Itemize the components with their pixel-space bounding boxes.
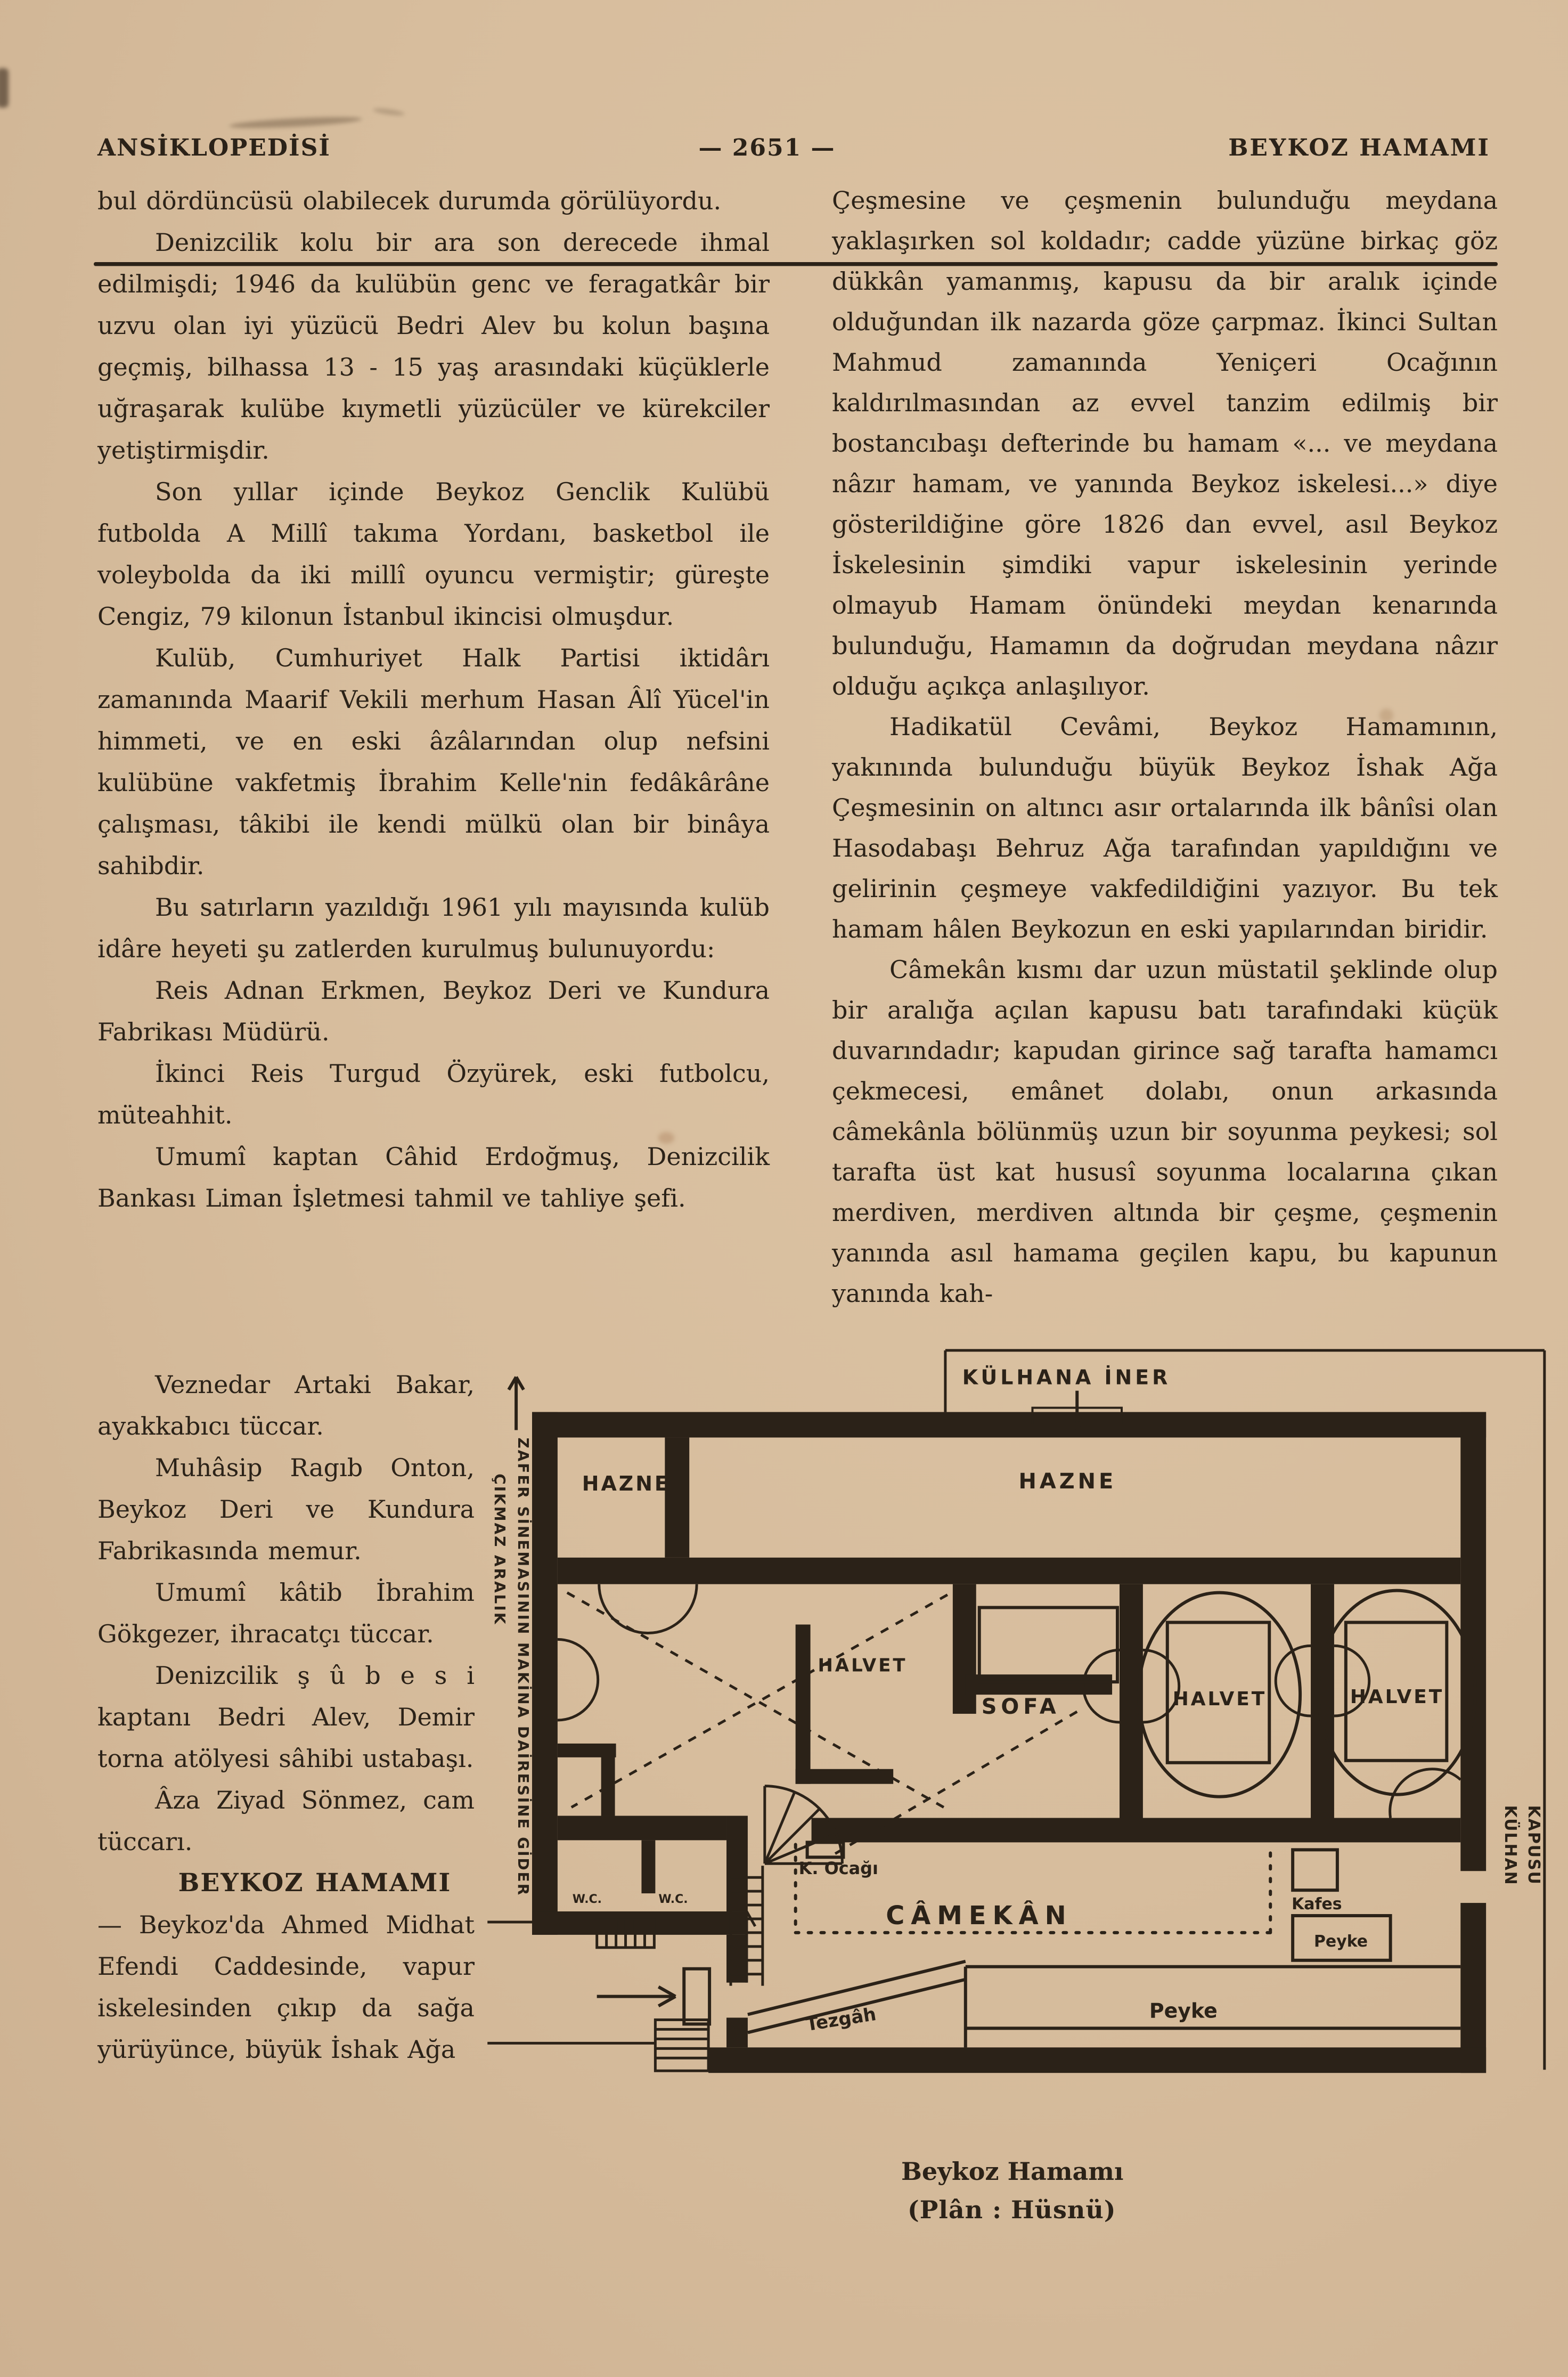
paragraph: Reis Adnan Erkmen, Beykoz Deri ve Kundura Fabrikası Müdürü. [97, 976, 770, 1046]
figure-caption-credit: (Plân : Hüsnü) [908, 2195, 1116, 2224]
paragraph: — Beykoz'da Ahmed Midhat Efendi Caddesinde, vapur iskelesinden çıkıp da sağa yürüyünce, büyük İshak Ağa [97, 1910, 475, 2064]
plan-label-wc1: W.C. [572, 1893, 602, 1907]
paragraph: Denizcilik kolu bir ara son derecede ihmal edilmişdi; 1946 da kulübün genc ve feragatkâr bir uzvu olan iyi yüzücü Bedri Alev bu kolun başına geçmiş, bilhassa 13 - 15 yaş arasındaki küçüklerle uğraşarak kulübe kıymetli yüzücüler ve kürekciler yetiştirmişdir. [97, 228, 770, 465]
plan-label-wc2: W.C. [658, 1893, 688, 1907]
plan-label-zafer-sinemasi: ZAFER SİNEMASININ MAKİNA DAİRESİNE GİDER [514, 1437, 533, 1897]
plan-label-kafes: Kafes [1292, 1895, 1342, 1914]
running-head-article: BEYKOZ HAMAMI [1228, 134, 1490, 161]
plan-label-kulhana-iner: KÜLHANA İNER [962, 1365, 1171, 1389]
paper-stain [373, 107, 405, 117]
paragraph: Son yıllar içinde Beykoz Genclik Kulübü futbolda A Millî takıma Yordanı, basketbol ile voleybolda da iki millî oyuncu vermiştir; güreşte Cengiz, 79 kilonun İstanbul ikincisi olmuşdur. [97, 477, 770, 631]
paragraph: Denizcilik ş û b e s i kaptanı Bedri Alev, Demir torna atölyesi sâhibi ustabaşı. [97, 1661, 475, 1773]
plan-label-kulhan-kapusu-1: KÜLHAN [1501, 1805, 1520, 1886]
plan-label-k-ocagi: K. Ocağı [798, 1858, 878, 1879]
plan-label-halvet-right: HALVET [1350, 1686, 1444, 1708]
plan-label-cikmaz-aralik: ÇIKMAZ ARALIK [491, 1474, 509, 1626]
figure-caption-title: Beykoz Hamamı [901, 2157, 1124, 2186]
paragraph: Umumî kâtib İbrahim Gökgezer, ihracatçı tüccar. [97, 1578, 475, 1648]
paragraph: Bu satırların yazıldığı 1961 yılı mayısında kulüb idâre heyeti şu zatlerden kurulmuş bulunuyordu: [97, 893, 770, 963]
paragraph: Âza Ziyad Sönmez, cam tüccarı. [97, 1786, 475, 1856]
paper-stain [229, 115, 362, 130]
page-number: — 2651 — [698, 134, 836, 161]
paragraph: Câmekân kısmı dar uzun müstatil şeklinde olup bir aralığa açılan kapusu batı tarafındaki küçük duvarındadır; kapudan girince sağ tarafta hamamcı çekmecesi, emânet dolabı, onun arkasında câmekânla bölünmüş uzun bir soyunma peykesi; sol tarafta üst kat hususî soyunma localarına çıkan merdiven, merdiven altında bir çeşme, çeşmenin yanında asıl hamama geçilen kapu, bu kapunun yanında kah- [832, 955, 1498, 1308]
floor-plan [482, 1329, 1566, 2112]
plan-label-peyke-large: Peyke [1149, 1999, 1218, 2023]
plan-label-sofa: SOFA [981, 1695, 1060, 1720]
column-right [832, 180, 1498, 1314]
plan-label-camekan: CÂMEKÂN [886, 1901, 1073, 1931]
entrance-arrow [597, 1987, 676, 2006]
paragraph: Çeşmesine ve çeşmenin bulunduğu meydana yaklaşırken sol koldadır; cadde yüzüne birkaç göz dükkân yamanmış, kapusu da bir aralık içinde olduğundan ilk nazarda göze çarpmaz. İkinci Sultan Mahmud zamanında Yeniçeri Ocağının kaldırılmasından az evvel tanzim edilmiş bir bostancıbaşı defterinde bu hamam «... ve meydana nâzır hamam, ve yanında Beykoz iskelesi...» diye gösterildiğine göre 1826 dan evvel, asıl Beykoz İskelesinin şimdiki vapur iskelesinin yerinde olmayub Hamam önündeki meydan kenarında bulunduğu, Hamamın da doğrudan meydana nâzır olduğu açıkça anlaşılıyor. [832, 186, 1498, 701]
paragraph: Muhâsip Ragıb Onton, Beykoz Deri ve Kundura Fabrikasında memur. [97, 1453, 475, 1565]
paragraph: bul dördüncüsü olabilecek durumda görülüyordu. [97, 186, 722, 215]
masthead-title: ANSİKLOPEDİSİ [97, 134, 331, 161]
column-left-narrow [97, 1364, 475, 2070]
column-left-narrow-paragraphs [97, 1364, 475, 1862]
walls [532, 1412, 1486, 2073]
paragraph: Veznedar Artaki Bakar, ayakkabıcı tüccar. [97, 1370, 475, 1440]
figure-caption [901, 2152, 1123, 2229]
plan-label-hazne-large: HAZNE [1018, 1469, 1117, 1494]
street-up-arrow [509, 1377, 524, 1430]
plan-label-peyke-small: Peyke [1314, 1932, 1368, 1951]
plan-label-hazne-small: HAZNE [582, 1472, 671, 1496]
paragraph: Umumî kaptan Câhid Erdoğmuş, Denizcilik Bankası Liman İşletmesi tahmil ve tahliye şefi. [97, 1142, 770, 1212]
article-start [97, 1904, 475, 2070]
plan-label-tezgah: Tezgâh [804, 2003, 878, 2036]
column-left-wide [97, 180, 770, 1219]
paragraph: Hadikatül Cevâmi, Beykoz Hamamının, yakınında bulunduğu büyük Beykoz İshak Ağa Çeşmesinin on altıncı asır ortalarında ilk bânîsi olan Hasodabaşı Behruz Ağa tarafından yapıldığını ve gelirinin çeşmeye vakfedildiğini yazıyor. Bu tek hamam hâlen Beykozun en eski yapılarından biridir. [832, 712, 1498, 943]
plan-label-halvet-mid: HALVET [1172, 1688, 1267, 1711]
paragraph: Kulüb, Cumhuriyet Halk Partisi iktidârı zamanında Maarif Vekili merhum Hasan Âlî Yücel'in himmeti, ve en eski âzâlarından olup nefsini kulübüne vakfetmiş İbrahim Kelle'nin fedâkârâne çalışması, tâkibi ile kendi mülkü olan bir binâya sahibdir. [97, 644, 770, 880]
section-heading: BEYKOZ HAMAMI [178, 1868, 452, 1898]
paragraph: İkinci Reis Turgud Özyürek, eski futbolcu, müteahhit. [97, 1059, 770, 1129]
plan-label-halvet-left: HALVET [818, 1655, 908, 1676]
paper-stain [0, 68, 9, 108]
plan-label-kulhan-kapusu-2: KAPUSU [1524, 1805, 1543, 1885]
